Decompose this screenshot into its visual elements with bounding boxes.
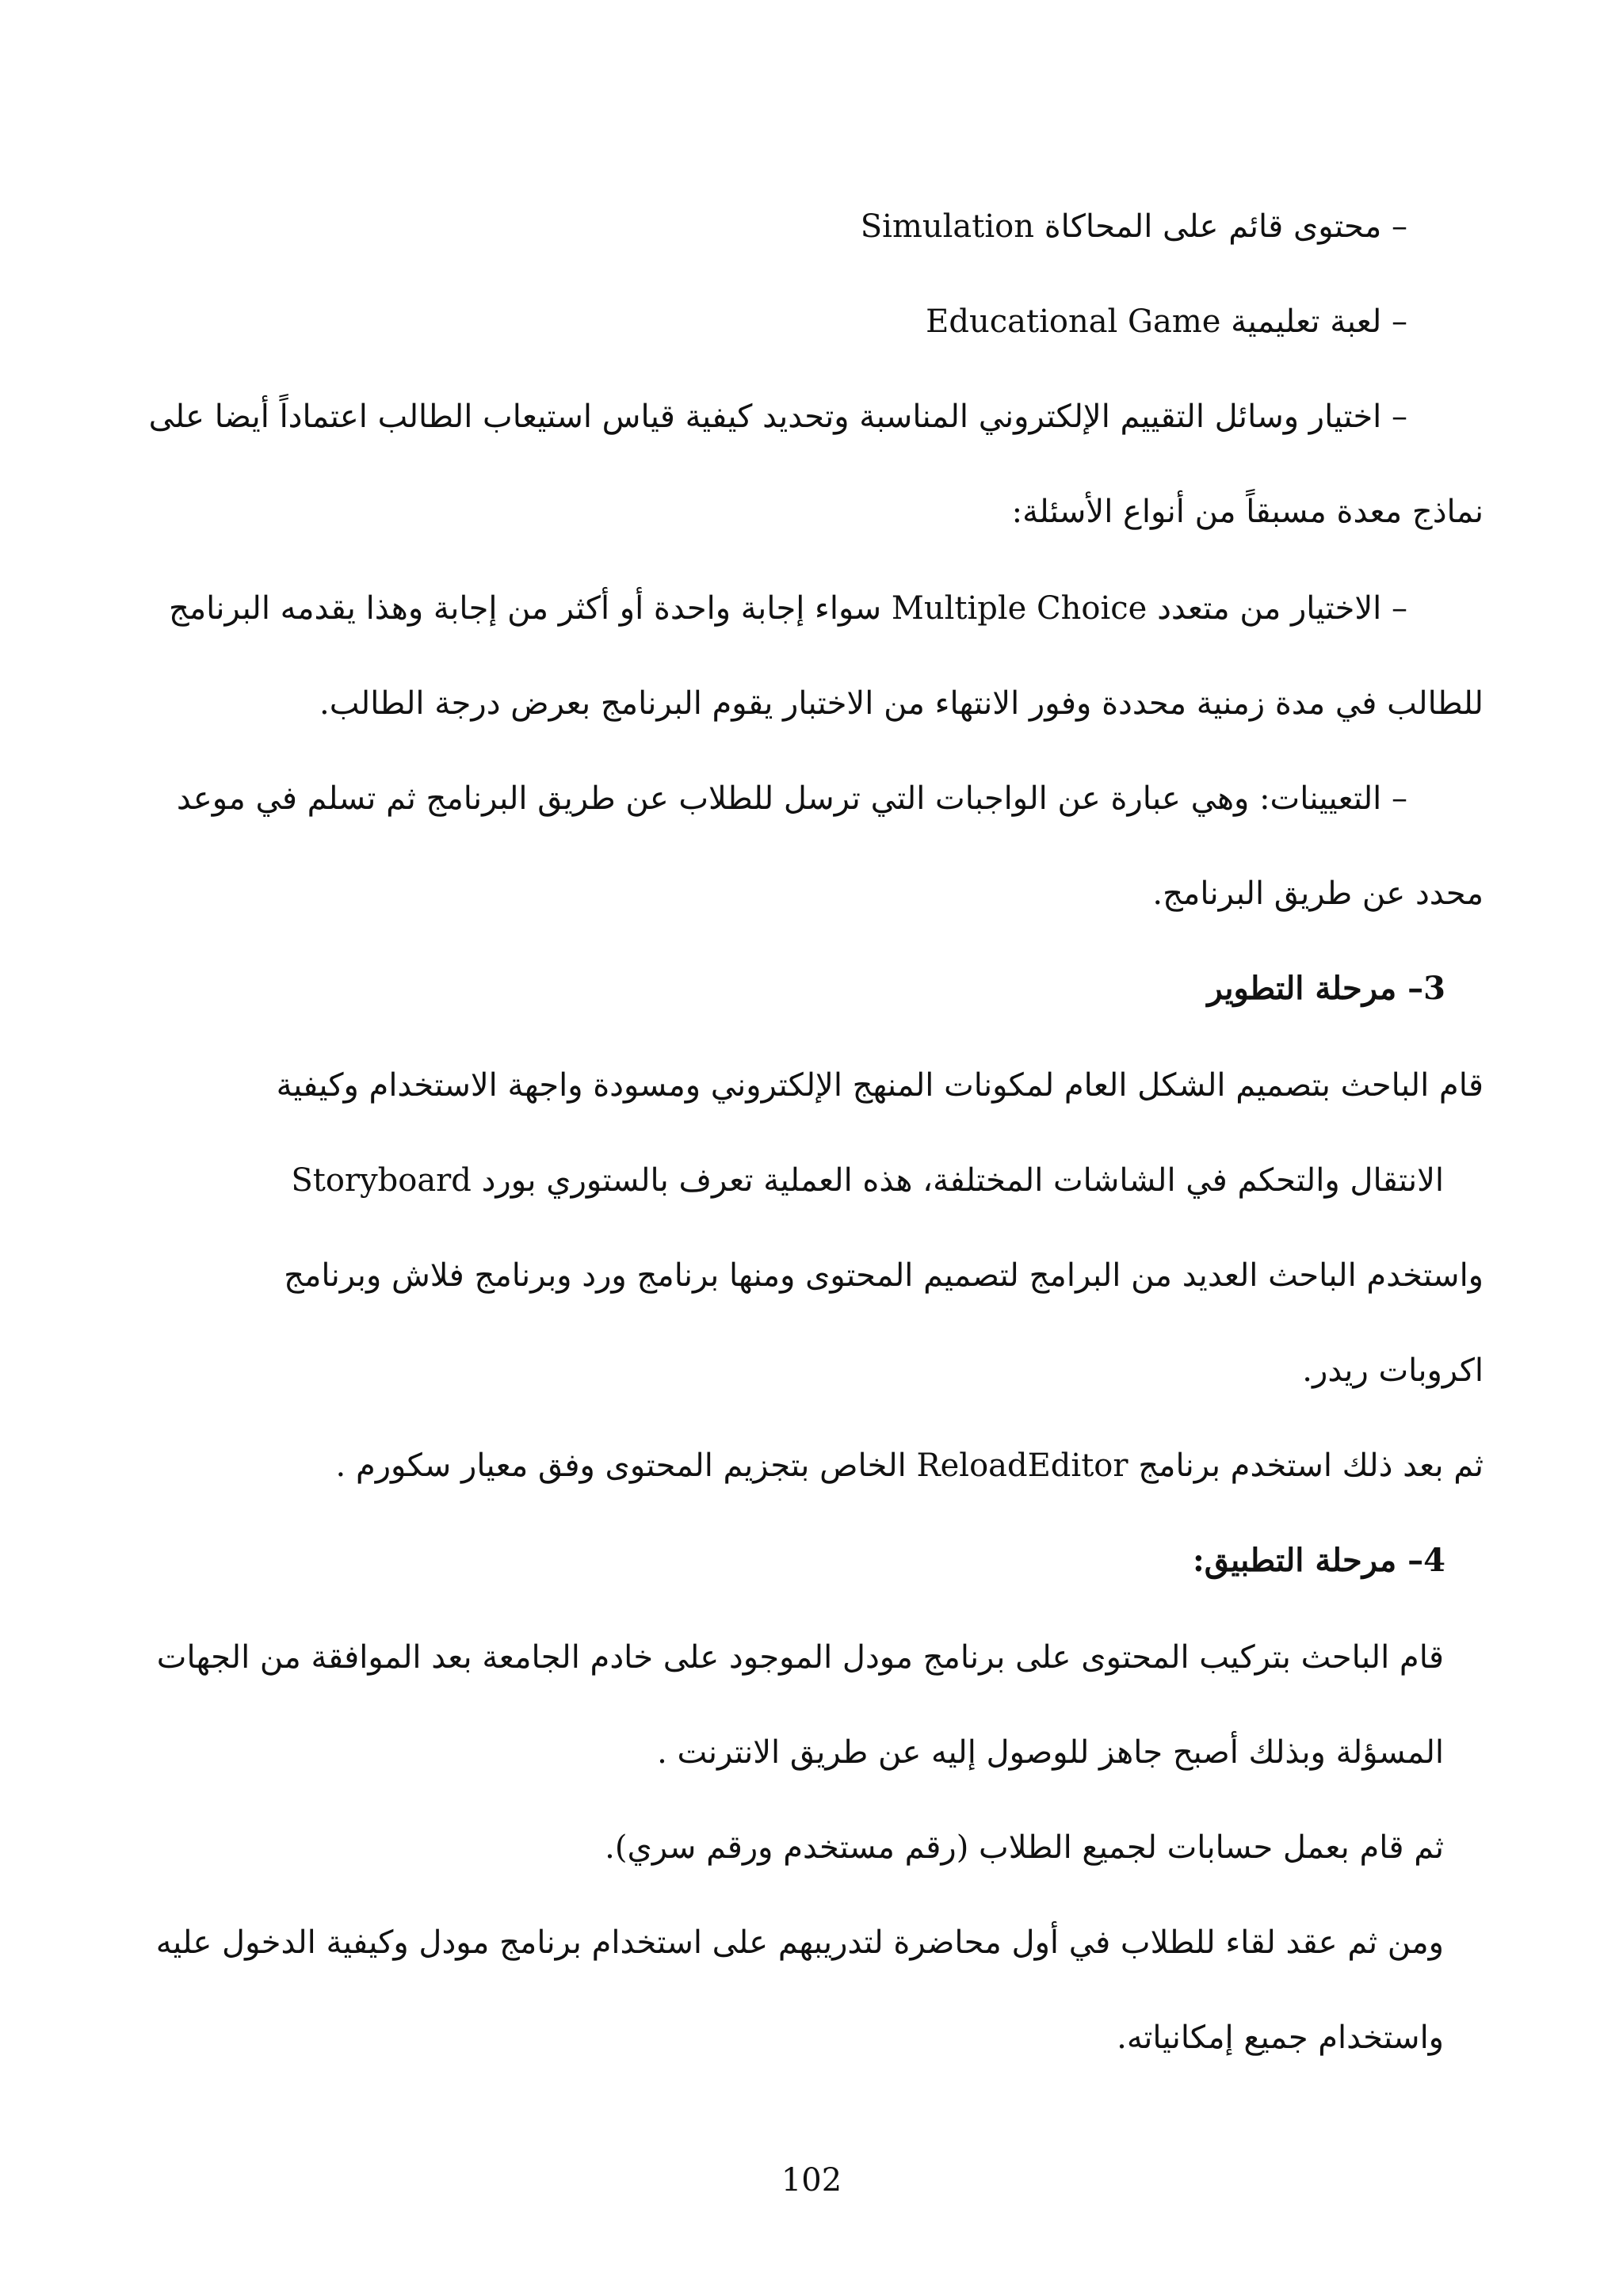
development-paragraph-line-1: قام الباحث بتصميم الشكل العام لمكونات المنهج الإلكتروني ومسودة واجهة الاستخدام وكيفية	[276, 1067, 1484, 1104]
bullet-assignments-line-1: – التعيينات: وهي عبارة عن الواجبات التي ترسل للطلاب عن طريق البرنامج ثم تسلم في موعد	[176, 780, 1407, 817]
bullet-simulation: – محتوى قائم على المحاكاة Simulation	[860, 208, 1407, 245]
assessment-line-2: نماذج معدة مسبقاً من أنواع الأسئلة:	[1011, 494, 1484, 530]
assignments-line-2: محدد عن طريق البرنامج.	[1152, 875, 1484, 912]
development-paragraph-line-2: الانتقال والتحكم في الشاشات المختلفة، هذه العملية تعرف بالستوري بورد Storyboard	[291, 1162, 1444, 1199]
development-paragraph-line-5: ثم بعد ذلك استخدم برنامج ReloadEditor الخاص بتجزيم المحتوى وفق معيار سكورم .	[335, 1447, 1484, 1484]
application-paragraph-line-5: واستخدام جميع إمكانياته.	[1117, 2019, 1444, 2056]
bullet-educational-game: – لعبة تعليمية Educational Game	[926, 303, 1407, 340]
multiple-choice-line-2: للطالب في مدة زمنية محددة وفور الانتهاء من الاختبار يقوم البرنامج بعرض درجة الطالب.	[319, 685, 1484, 722]
bullet-assessment-line-1: – اختيار وسائل التقييم الإلكتروني المناسبة وتحديد كيفية قياس استيعاب الطالب اعتماداً أيضا على	[148, 399, 1407, 435]
application-paragraph-line-1: قام الباحث بتركيب المحتوى على برنامج مودل الموجود على خادم الجامعة بعد الموافقة من الجهات	[156, 1639, 1444, 1676]
heading-development-phase: 3– مرحلة التطوير	[1207, 970, 1445, 1007]
application-paragraph-line-2: المسؤلة وبذلك أصبح جاهز للوصول إليه عن طريق الانترنت .	[657, 1734, 1444, 1771]
bullet-multiple-choice-line-1: – الاختيار من متعدد Multiple Choice سواء إجابة واحدة أو أكثر من إجابة وهذا يقدمه البرنامج	[168, 590, 1407, 627]
development-paragraph-line-4: اكروبات ريدر.	[1302, 1352, 1484, 1389]
development-paragraph-line-3: واستخدم الباحث العديد من البرامج لتصميم المحتوى ومنها برنامج ورد وبرنامج فلاش وبرنامج	[284, 1257, 1484, 1294]
heading-application-phase: 4– مرحلة التطبيق:	[1192, 1542, 1445, 1579]
application-paragraph-line-3: ثم قام بعمل حسابات لجميع الطلاب (رقم مستخدم ورقم سري).	[605, 1829, 1444, 1866]
page-number: 102	[781, 2162, 842, 2199]
application-paragraph-line-4: ومن ثم عقد لقاء للطلاب في أول محاضرة لتدريبهم على استخدام برنامج مودل وكيفية الدخول عليه	[155, 1924, 1444, 1961]
